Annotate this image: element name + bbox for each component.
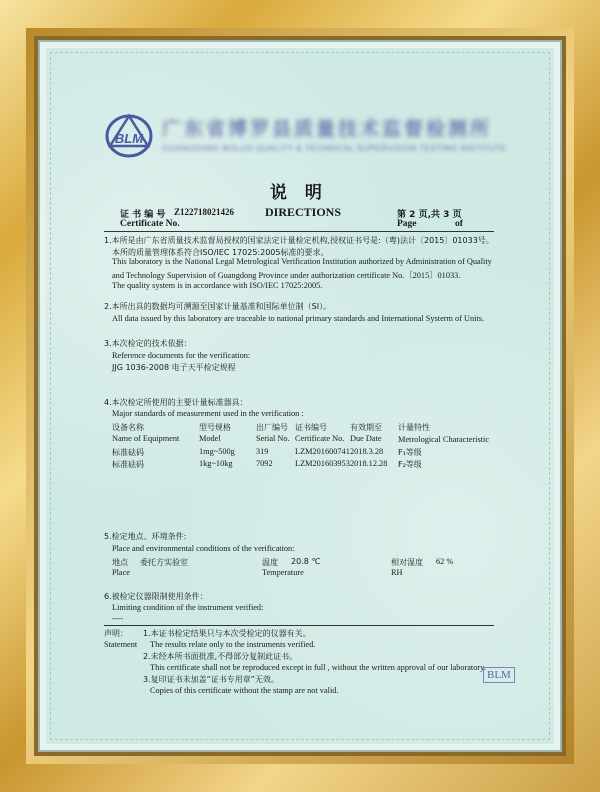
s5-cn1: 5.检定地点、环境条件: bbox=[104, 532, 187, 541]
page-current: 2 bbox=[409, 210, 416, 220]
cell-cert: LZM201603953 bbox=[295, 459, 350, 468]
temp-label-en: Temperature bbox=[262, 568, 304, 577]
statement-e1: The results relate only to the instruments verified. bbox=[150, 640, 316, 649]
statement-c1: 1.本证书检定结果只与本次受检定的仪器有关。 bbox=[143, 629, 311, 638]
temp-label-cn: 温度 bbox=[262, 558, 278, 567]
cell-serial: 7092 bbox=[256, 459, 273, 468]
th-cn-cert: 证书编号 bbox=[295, 423, 327, 432]
page-en: Page bbox=[397, 219, 417, 229]
s1-cn1: 1.本所是由广东省质量技术监督局授权的国家法定计量检定机构,授权证书号是:（粤)法计〔2015〕01033号。 bbox=[104, 236, 494, 245]
s5-en1: Place and environmental conditions of the verification: bbox=[112, 544, 295, 553]
th-cn-char: 计量特性 bbox=[398, 423, 430, 432]
org-name-en: GUANGDONG BOLUO QUALITY & TECHNICAL SUPERVISION TESTING INSTITUTE bbox=[162, 144, 507, 153]
page-prefix: 第 bbox=[397, 210, 407, 220]
temp-value: 20.8 ℃ bbox=[291, 557, 321, 566]
cert-no-label-cn: 证 书 编 号 bbox=[120, 210, 166, 220]
th-en-model: Model bbox=[199, 434, 221, 443]
s2-cn1: 2.本所出具的数据均可溯源至国家计量基准和国际单位制（SI）。 bbox=[104, 302, 332, 311]
s3-en1: Reference documents for the verification: bbox=[112, 351, 251, 360]
cert-no-label-en: Certificate No. bbox=[120, 219, 180, 229]
th-cn-serial: 出厂编号 bbox=[256, 423, 288, 432]
s4-cn1: 4.本次检定所使用的主要计量标准器具： bbox=[104, 398, 248, 407]
th-cn-name: 设备名称 bbox=[112, 423, 144, 432]
th-en-char: Metrological Characteristic bbox=[398, 435, 489, 444]
org-name-cn: 广东省博罗县质量技术监督检测所 bbox=[162, 118, 493, 140]
cell-due: 2018.12.28 bbox=[350, 459, 388, 468]
rh-label-en: RH bbox=[391, 568, 403, 577]
of-en: of bbox=[455, 219, 463, 229]
blm-logo-icon bbox=[104, 110, 154, 160]
th-cn-due: 有效期至 bbox=[350, 423, 382, 432]
s1-cn2: 本所的质量管理体系符合ISO/IEC 17025:2005标准的要求。 bbox=[112, 248, 329, 257]
statement-label-en: Statement bbox=[104, 640, 138, 649]
cell-char: F₁等级 bbox=[398, 448, 422, 457]
th-en-cert: Certificate No. bbox=[295, 434, 345, 443]
page-total: 3 bbox=[443, 210, 450, 220]
s3-cn1: 3.本次检定的技术依据： bbox=[104, 339, 192, 348]
th-en-serial: Serial No. bbox=[256, 434, 290, 443]
statement-e3: Copies of this certificate without the stamp are not valid. bbox=[150, 686, 339, 695]
statement-c3: 3.复印证书未加盖“证书专用章”无效。 bbox=[143, 675, 279, 684]
th-en-due: Due Date bbox=[350, 434, 382, 443]
s1-en3: The quality system is in accordance with ISO/IEC 17025:2005. bbox=[112, 281, 323, 290]
blm-stamp: BLM bbox=[483, 667, 515, 683]
page-suffix: 页 bbox=[452, 210, 462, 220]
statement-c2: 2.未经本所书面批准,不得部分复制此证书。 bbox=[143, 652, 298, 661]
s6-cn1: 6.被检定仪器限制使用条件： bbox=[104, 592, 208, 601]
th-cn-model: 型号规格 bbox=[199, 423, 231, 432]
s3-doc: JJG 1036-2008 电子天平检定规程 bbox=[112, 363, 236, 372]
s6-value: ---- bbox=[112, 614, 124, 623]
s6-en1: Limiting condition of the instrument verified: bbox=[112, 603, 264, 612]
statement-label-cn: 声明： bbox=[104, 629, 128, 638]
statement-e2: This certificate shall not be reproduced except in full , without the written approval of our laboratory. bbox=[150, 663, 486, 672]
cell-char: F₂等级 bbox=[398, 460, 422, 469]
cell-cert: LZM201600741 bbox=[295, 447, 350, 456]
s1-en1: This laboratory is the National Legal Metrological Verification Institution authorized by Administration of Quality bbox=[112, 257, 492, 266]
cell-due: 2018.3.28 bbox=[350, 447, 384, 456]
place-label-cn: 地点 bbox=[112, 558, 128, 567]
title-en: DIRECTIONS bbox=[265, 205, 342, 219]
s4-en1: Major standards of measurement used in the verification : bbox=[112, 409, 304, 418]
place-value: 委托方实验室 bbox=[140, 558, 188, 567]
cell-name: 标准砝码 bbox=[112, 460, 144, 469]
place-label-en: Place bbox=[112, 568, 130, 577]
th-en-name: Name of Equipment bbox=[112, 434, 180, 443]
header-divider bbox=[104, 231, 494, 232]
cell-model: 1mg~500g bbox=[199, 447, 235, 456]
statement-divider bbox=[104, 625, 494, 626]
rh-value: 62 % bbox=[436, 557, 454, 566]
logo-text: BLM bbox=[114, 131, 144, 146]
s2-en1: All data issued by this laboratory are traceable to national primary standards and International Systerm of Units. bbox=[112, 314, 485, 323]
rh-label-cn: 相对湿度 bbox=[391, 558, 423, 567]
s1-en2: and Technology Supervision of Guangdong Province under authorization certificate No.〔2015〕01033. bbox=[112, 271, 461, 280]
cell-model: 1kg~10kg bbox=[199, 459, 233, 468]
cell-serial: 319 bbox=[256, 447, 269, 456]
page-mid: 页,共 bbox=[418, 210, 440, 220]
cell-name: 标准砝码 bbox=[112, 448, 144, 457]
cert-no-value: Z122718021426 bbox=[174, 207, 235, 217]
title-cn: 说 明 bbox=[270, 183, 328, 203]
